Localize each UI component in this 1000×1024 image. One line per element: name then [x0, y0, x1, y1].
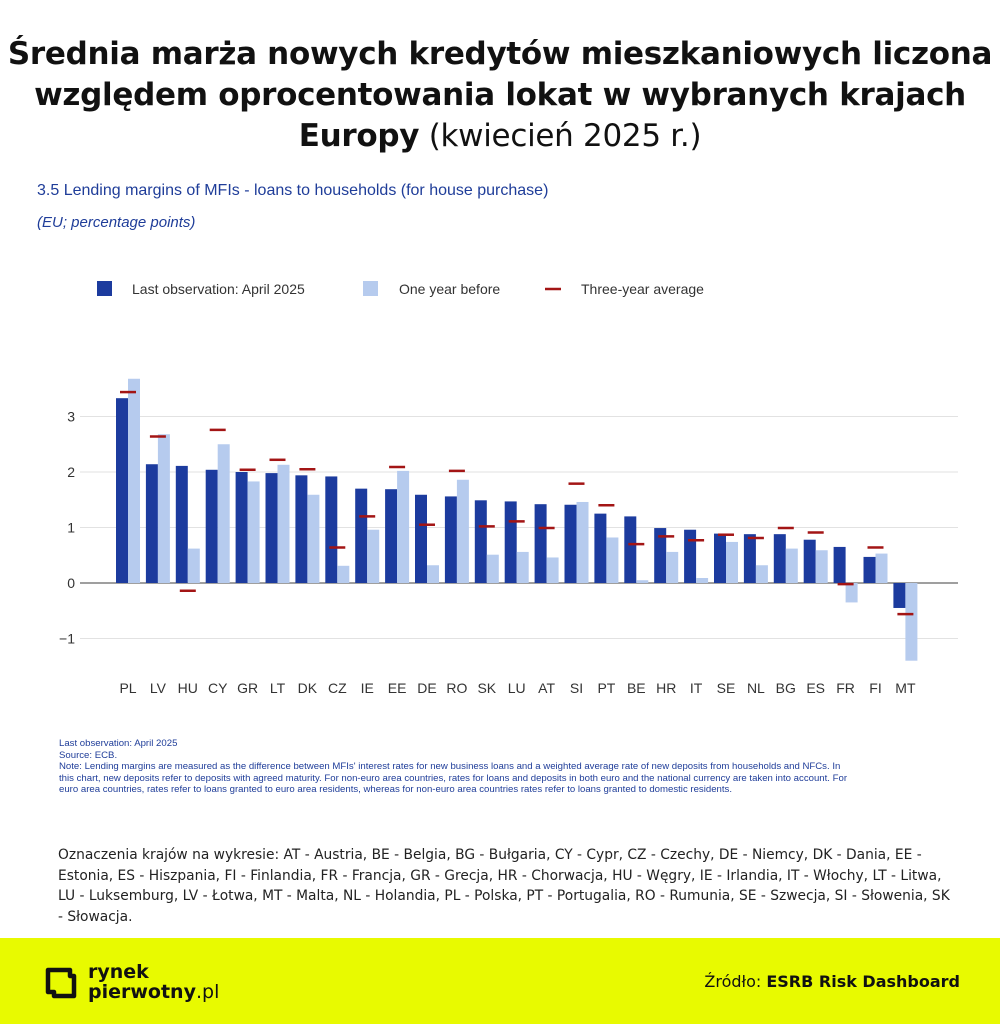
bar [385, 489, 397, 583]
x-tick-label: SK [477, 680, 497, 696]
x-tick-label: LU [507, 680, 526, 696]
bar [606, 537, 618, 583]
bar [176, 466, 188, 583]
bar [505, 501, 517, 583]
x-tick-label: NL [746, 680, 765, 696]
x-tick-label: GR [237, 680, 259, 696]
source-credit [704, 972, 960, 991]
x-tick-label: DE [417, 680, 437, 696]
x-tick-label: PT [597, 680, 616, 696]
logo-text-domain[interactable] [88, 981, 219, 1003]
x-tick-label: SI [569, 680, 584, 696]
lending-margins-chart [0, 270, 1000, 710]
x-tick-label: SE [716, 680, 736, 696]
bar [158, 434, 170, 583]
bar [206, 470, 218, 583]
bar [565, 505, 577, 583]
bar [864, 557, 876, 583]
x-tick-label: AT [538, 680, 556, 696]
legend-swatch [97, 281, 112, 296]
x-tick-label: CZ [327, 680, 347, 696]
legend-label: Last observation: April 2025 [132, 281, 305, 297]
source-label: Źródło: [704, 972, 762, 991]
x-tick-label: RO [446, 680, 468, 696]
y-tick-label: 0 [67, 575, 75, 591]
bar [744, 534, 756, 583]
bar [445, 496, 457, 583]
y-tick-label: 3 [67, 408, 75, 425]
bar [415, 495, 427, 583]
bar [804, 540, 816, 583]
bar [457, 480, 469, 583]
page-title [0, 34, 1000, 157]
footer [0, 938, 1000, 1024]
bar [116, 398, 128, 583]
bar [487, 555, 499, 583]
bar [774, 534, 786, 583]
bar [846, 583, 858, 602]
bar [816, 550, 828, 583]
chart-title: 3.5 Lending margins of MFIs - loans to households (for house purchase) [37, 182, 549, 199]
bar [325, 476, 337, 583]
bar [696, 578, 708, 583]
bar [307, 495, 319, 583]
bar [756, 565, 768, 583]
x-tick-label: BG [775, 680, 796, 696]
bar [367, 530, 379, 583]
note-source: Source: ECB. [59, 749, 118, 761]
x-tick-label: HR [656, 680, 677, 696]
bar [684, 530, 696, 583]
bar [236, 472, 248, 583]
legend-swatch [363, 281, 378, 296]
bar [905, 583, 917, 661]
bar [248, 481, 260, 583]
x-tick-label: MT [895, 680, 916, 696]
bar [397, 471, 409, 583]
bar [624, 516, 636, 583]
page-title-date: (kwiecień 2025 r.) [428, 118, 702, 154]
bar [188, 549, 200, 583]
bar [266, 473, 278, 583]
bar [278, 465, 290, 583]
x-tick-label: DK [297, 680, 318, 696]
source-value: ESRB Risk Dashboard [766, 972, 960, 991]
x-tick-label: FR [836, 680, 855, 696]
bar [146, 464, 158, 583]
bar [337, 566, 349, 583]
x-tick-label: FI [869, 680, 882, 696]
x-tick-label: LV [149, 680, 166, 696]
x-tick-label: LT [269, 680, 286, 696]
bar [295, 475, 307, 583]
x-tick-label: HU [177, 680, 198, 696]
bar [547, 557, 559, 583]
bar [577, 502, 589, 583]
bar [893, 583, 905, 608]
chart-subtitle: (EU; percentage points) [37, 214, 196, 231]
x-tick-label: IT [689, 680, 703, 696]
bar [355, 489, 367, 583]
logo-text-tld: .pl [195, 981, 220, 1003]
bar [475, 500, 487, 583]
bar [218, 444, 230, 583]
legend-label: One year before [399, 281, 501, 297]
x-tick-label: ES [806, 680, 826, 696]
page-title-bold: Średnia marża nowych kredytów mieszkaniowych liczona względem oprocentowania lokat w wybranych krajach Europy [7, 36, 993, 154]
note-description: Note: Lending margins are measured as the difference between MFIs' interest rates for new business loans and a weighted average rate of new deposits from households and NFCs. In this chart, new deposits refer to deposits with agreed maturity. For non-euro area countries, rates for loans and deposits in both euro and the national currency are taken into account. For euro area countries, rates refer to loans granted to euro area residents, whereas for non-euro area countries rates refer to loans granted to domestic residents. [59, 761, 848, 796]
bar [517, 552, 529, 583]
y-tick-label: −1 [59, 630, 75, 647]
logo-icon [44, 966, 78, 1000]
country-legend: Oznaczenia krajów na wykresie: AT - Austria, BE - Belgia, BG - Bułgaria, CY - Cypr, CZ - Czechy, DE - Niemcy, DK - Dania, EE - Estonia, ES - Hiszpania, FI - Finlandia, FR - Francja, GR - Grecja, HR - Chorwacja, HU - Węgry, IE - Irlandia, IT - Włochy, LT - Litwa, LU - Luksemburg, LV - Łotwa, MT - Malta, NL - Holandia, PL - Polska, PT - Portugalia, RO - Rumunia, SE - Szwecja, SI - Słowenia, SK - Słowacja. [58, 847, 950, 925]
y-tick-label: 2 [67, 464, 75, 480]
bar [666, 552, 678, 583]
bar [834, 547, 846, 583]
bar [427, 565, 439, 583]
bar [128, 379, 140, 583]
x-tick-label: CY [207, 680, 228, 696]
bar [594, 514, 606, 583]
legend-label: Three-year average [581, 281, 704, 297]
y-tick-label: 1 [67, 519, 75, 536]
x-tick-label: EE [387, 680, 407, 696]
x-tick-label: IE [360, 680, 374, 696]
bar [726, 542, 738, 583]
bar [876, 554, 888, 583]
bar [786, 549, 798, 583]
logo-text-rynek[interactable]: rynek [88, 961, 149, 983]
bar [714, 534, 726, 583]
x-tick-label: PL [119, 680, 137, 696]
x-tick-label: BE [626, 680, 646, 696]
note-last-observation: Last observation: April 2025 [59, 738, 178, 749]
chart-notes [59, 738, 849, 796]
logo-text-pierwotny: pierwotny [88, 981, 196, 1003]
bar [535, 504, 547, 583]
bar [636, 580, 648, 583]
